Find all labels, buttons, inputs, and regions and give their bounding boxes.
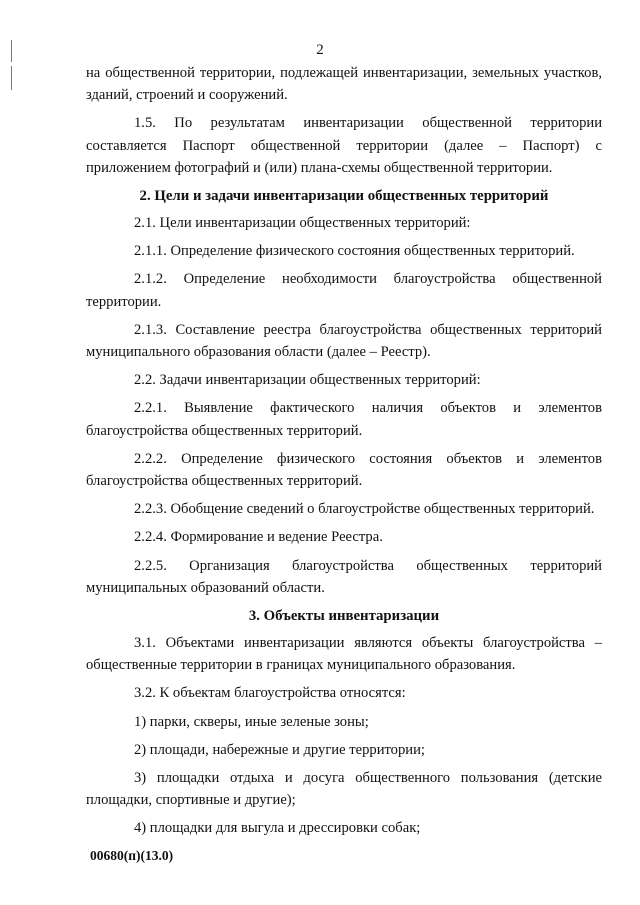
paragraph-2-2-5: 2.2.5. Организация благоустройства общественных территорий муниципальных образований области. (86, 557, 602, 596)
margin-mark-bottom (11, 66, 12, 90)
paragraph-2-1: 2.1. Цели инвентаризации общественных территорий: (134, 215, 471, 232)
document-body (86, 62, 602, 846)
paragraph-2-1-2: 2.1.2. Определение необходимости благоустройства общественной территории. (86, 271, 602, 310)
paragraph-2-1-1: 2.1.1. Определение физического состояния общественных территорий. (134, 243, 575, 260)
paragraph-2-2-3: 2.2.3. Обобщение сведений о благоустройстве общественных территорий. (134, 501, 595, 518)
list-item-2: 2) площади, набережные и другие территории; (134, 741, 425, 758)
paragraph-2-2-1: 2.2.1. Выявление фактического наличия объектов и элементов благоустройства общественных территорий. (86, 400, 602, 439)
list-item-1: 1) парки, скверы, иные зеленые зоны; (134, 713, 369, 730)
section-heading-3: 3. Объекты инвентаризации (248, 608, 440, 625)
paragraph-1-4-continuation: на общественной территории, подлежащей инвентаризации, земельных участков, зданий, строений и сооружений. (86, 65, 602, 104)
paragraph-3-2: 3.2. К объектам благоустройства относятся: (134, 685, 406, 702)
paragraph-3-1: 3.1. Объектами инвентаризации являются объекты благоустройства – общественные территории в границах муниципального образования. (86, 635, 602, 674)
page-number: 2 (316, 42, 324, 58)
paragraph-1-5: 1.5. По результатам инвентаризации общественной территории составляется Паспорт общественной территории (далее – Паспорт) с приложением фотографий и (или) плана-схемы общественной территории. (86, 115, 602, 176)
list-item-3: 3) площадки отдыха и досуга общественного пользования (детские площадки, спортивные и другие); (86, 770, 602, 809)
paragraph-2-1-3: 2.1.3. Составление реестра благоустройства общественных территорий муниципального образования области (далее – Реестр). (86, 321, 602, 361)
paragraph-2-2-2: 2.2.2. Определение физического состояния объектов и элементов благоустройства общественных территорий. (86, 450, 602, 490)
paragraph-2-2: 2.2. Задачи инвентаризации общественных территорий: (134, 372, 481, 389)
list-item-4: 4) площадки для выгула и дрессировки собак; (134, 820, 421, 837)
section-heading-2: 2. Цели и задачи инвентаризации общественных территорий (139, 188, 549, 205)
document-code: 00680(п)(13.0) (90, 848, 174, 863)
paragraph-2-2-4: 2.2.4. Формирование и ведение Реестра. (134, 529, 383, 546)
